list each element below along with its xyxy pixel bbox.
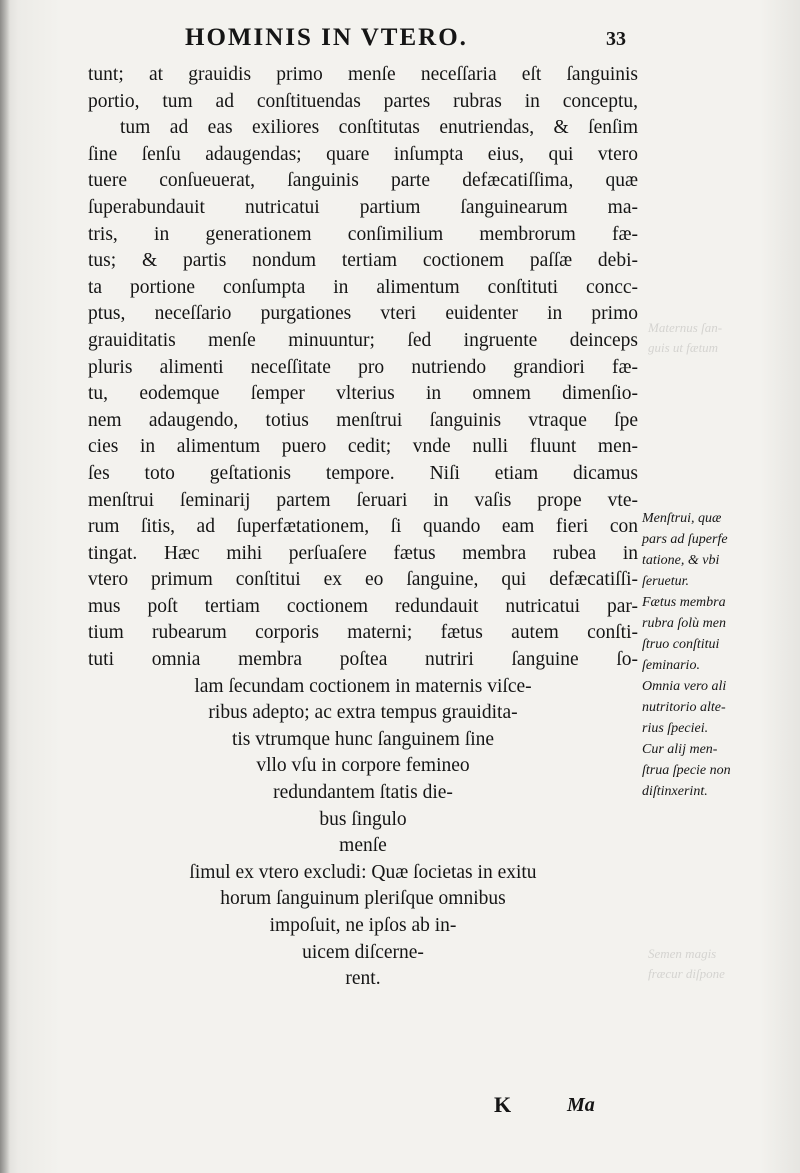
show-through-3: Semen magis bbox=[648, 946, 717, 961]
marginal-note-line: diſtinxerint. bbox=[642, 784, 708, 799]
text-line: ta portione conſumpta in alimentum conſtituti concc- bbox=[88, 276, 638, 298]
text-line: tingat. Hæc mihi perſuaſere fætus membra rubea in bbox=[88, 542, 638, 564]
text-line: rum ſitis, ad ſuperfætationem, ſi quando eam fieri con bbox=[88, 516, 638, 538]
text-line: bus ſingulo bbox=[319, 808, 407, 830]
marginal-note-line: ſeminario. bbox=[642, 658, 700, 673]
text-line: ſine ſenſu adaugendas; quare inſumpta eius, qui vtero bbox=[88, 143, 638, 165]
marginal-note-line: rius ſpeciei. bbox=[642, 721, 709, 736]
marginal-note-line: Menſtrui, quæ bbox=[642, 511, 722, 526]
text-line: ribus adepto; ac extra tempus grauidita- bbox=[208, 702, 518, 724]
marginal-note-menstrui bbox=[642, 508, 792, 592]
text-line: mus poſt tertiam coctionem redundauit nutricatui par- bbox=[88, 595, 638, 617]
text-line: ſimul ex vtero excludi: Quæ ſocietas in exitu bbox=[189, 861, 537, 883]
marginal-note-line: pars ad ſuperfe bbox=[642, 532, 728, 547]
text-line: ſuperabundauit nutricatui partium ſanguinearum ma- bbox=[88, 196, 638, 218]
marginal-notes bbox=[642, 508, 792, 802]
text-line: menſe bbox=[339, 835, 387, 857]
text-line: tunt; at grauidis primo menſe neceſſaria eſt ſanguinis bbox=[88, 64, 638, 85]
text-line: vllo vſu in corpore femineo bbox=[256, 755, 470, 777]
marginal-note-faetus bbox=[642, 592, 792, 676]
text-line: uicem diſcerne- bbox=[302, 941, 424, 963]
marginal-note-line: ſeruetur. bbox=[642, 574, 690, 589]
text-line: tuti omnia membra poſtea nutriri ſanguine ſo- bbox=[88, 649, 638, 671]
text-line: vtero primum conſtitui ex eo ſanguine, qui defæcatiſſi- bbox=[88, 569, 638, 591]
marginal-note-line: rubra ſolù men bbox=[642, 616, 726, 631]
catchword: Ma bbox=[567, 1094, 595, 1116]
marginal-note-line: tatione, & vbi bbox=[642, 553, 720, 568]
show-through-1: Maternus ſan- bbox=[648, 320, 723, 335]
text-line: tu, eodemque ſemper vlterius in omnem dimenſio- bbox=[88, 383, 638, 405]
marginal-note-line: Cur alij men- bbox=[642, 742, 718, 757]
text-line: tium rubearum corporis materni; fætus autem conſti- bbox=[88, 622, 638, 644]
text-line: redundantem ſtatis die- bbox=[273, 782, 453, 804]
text-line: tris, in generationem conſimilium membrorum fæ- bbox=[88, 223, 638, 245]
page-number: 33 bbox=[606, 28, 626, 50]
marginal-note-line: Fætus membra bbox=[642, 595, 726, 610]
text-line: nem adaugendo, totius menſtrui ſanguinis vtraque ſpe bbox=[88, 409, 638, 431]
body-text bbox=[88, 62, 638, 993]
text-line: portio, tum ad conſtituendas partes rubras in conceptu, bbox=[88, 90, 638, 112]
show-through-2: guis ut fætum bbox=[648, 340, 719, 355]
text-line: grauiditatis menſe minuuntur; ſed ingruente deinceps bbox=[88, 329, 638, 351]
text-line: tum ad eas exiliores conſtitutas enutriendas, & ſenſim bbox=[120, 117, 638, 139]
marginal-note-line: Omnia vero ali bbox=[642, 679, 727, 694]
text-line: tus; & partis nondum tertiam coctionem paſſæ debi- bbox=[88, 250, 638, 272]
text-line: ptus, neceſſario purgationes vteri euidenter in primo bbox=[88, 303, 638, 325]
text-line: tis vtrumque hunc ſanguinem ſine bbox=[231, 728, 495, 750]
text-line: ſes toto geſtationis tempore. Niſi etiam dicamus bbox=[88, 462, 638, 484]
marginal-note-line: ſtruo conſtitui bbox=[642, 637, 720, 652]
marginal-note-line: ſtrua ſpecie non bbox=[642, 763, 731, 778]
text-line: horum ſanguinum pleriſque omnibus bbox=[220, 888, 506, 910]
marginal-note-line: nutritorio alte- bbox=[642, 700, 726, 715]
text-line: lam ſecundam coctionem in maternis viſce- bbox=[194, 675, 532, 697]
text-line: menſtrui ſeminarij partem ſeruari in vaſis prope vte- bbox=[88, 489, 638, 511]
running-title: HOMINIS IN VTERO. bbox=[185, 24, 468, 51]
text-line: rent. bbox=[345, 968, 381, 990]
marginal-note-omnia bbox=[642, 676, 792, 739]
show-through-4: fræcur diſpone bbox=[648, 966, 725, 981]
text-line: tuere conſueuerat, ſanguinis parte defæcatiſſima, quæ bbox=[88, 170, 638, 192]
signature-mark: K bbox=[494, 1092, 512, 1117]
text-line: cies in alimentum puero cedit; vnde nulli fluunt men- bbox=[88, 436, 638, 458]
text-line: pluris alimenti neceſſitate pro nutriendo grandiori fæ- bbox=[88, 356, 638, 378]
text-line: impoſuit, ne ipſos ab in- bbox=[269, 915, 457, 936]
marginal-note-cur bbox=[642, 739, 792, 802]
gutter-shadow bbox=[0, 0, 10, 1173]
